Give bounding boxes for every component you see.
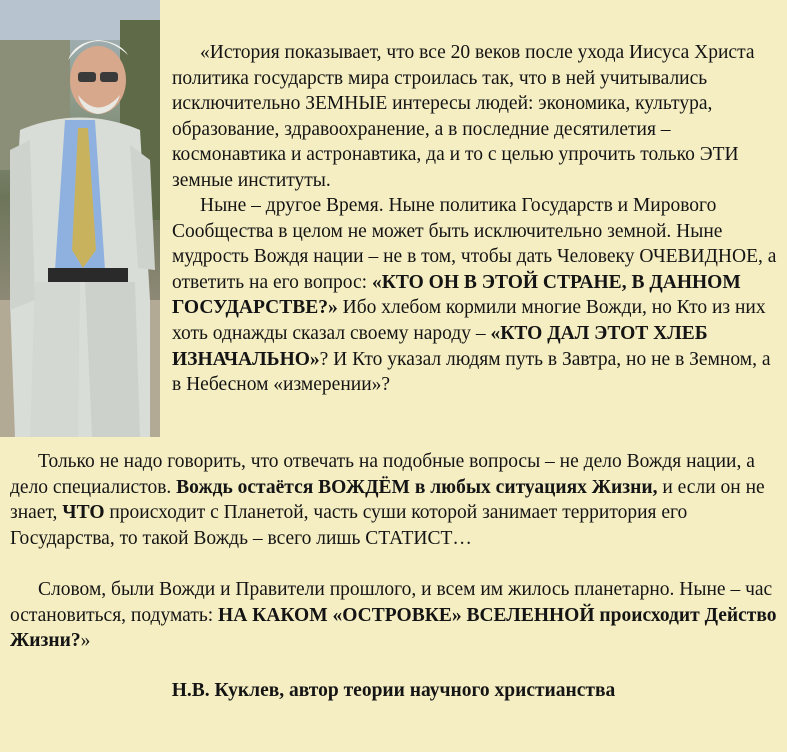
- quote-paragraph-4: [10, 577, 785, 654]
- paragraph-3-bold-what: ЧТО: [62, 502, 105, 524]
- paragraph-4-text-a: Словом, были Вожди и Правители прошлого, и всем им жилось планетарно. Ныне – час остановиться, подумать:: [10, 579, 773, 626]
- paragraph-3-text-a: Только не надо говорить, что отвечать на подобные вопросы – не дело Вождя нации, а дело специалистов.: [10, 451, 755, 498]
- paragraph-3-text-c: происходит с Планетой, часть суши которой занимает территория его Государства, то такой Вождь – всего лишь СТАТИСТ…: [10, 502, 688, 549]
- author-portrait-photo: [0, 0, 160, 437]
- paragraph-2-text-a: Ныне – другое Время. Ныне политика Государств и Мирового Сообщества в целом не может быть исключительно земной. Ныне мудрость Вождя нации – не в том, чтобы дать Человеку ОЧЕВИДНОЕ, а ответить на его вопрос:: [172, 195, 777, 293]
- paragraph-2-bold-question: «КТО ОН В ЭТОЙ СТРАНЕ, В ДАННОМ ГОСУДАРСТВЕ?»: [172, 271, 741, 319]
- paragraph-2-text-c: ? И Кто указал людям путь в Завтра, но не в Земном, а в Небесном «измерении»?: [172, 348, 771, 396]
- quote-paragraph-1-text: «История показывает, что все 20 веков после ухода Иисуса Христа политика государств мира строилась так, что в ней учитывались исключительно ЗЕМНЫЕ интересы людей: экономика, культура, образование, здравоохранение, а в последние десятилетия – космонавтика и астронавтика, да и то с целью упрочить только ЭТИ земные институты.: [172, 42, 755, 191]
- author-signature: Н.В. Куклев, автор теории научного христианства: [171, 680, 616, 701]
- quote-paragraph-3: [10, 449, 780, 551]
- quote-paragraph-1: [172, 40, 778, 194]
- paragraph-4-bold-island: НА КАКОМ «ОСТРОВКЕ» ВСЕЛЕННОЙ происходит Действо Жизни?: [10, 604, 777, 652]
- portrait-illustration: [0, 0, 160, 437]
- paragraph-2-bold-bread: «КТО ДАЛ ЭТОТ ХЛЕБ ИЗНАЧАЛЬНО»: [172, 322, 708, 370]
- paragraph-3-bold-leader: Вождь остаётся ВОЖДЁМ в любых ситуациях Жизни,: [176, 476, 658, 498]
- paragraph-3-text-b: и если он не знает,: [10, 476, 765, 524]
- paragraph-4-text-b: »: [80, 630, 91, 652]
- paragraph-2-text-b: Ибо хлебом кормили многие Вожди, но Кто из них хоть однажды сказал своему народу –: [172, 297, 766, 344]
- quote-paragraph-2: [172, 193, 778, 398]
